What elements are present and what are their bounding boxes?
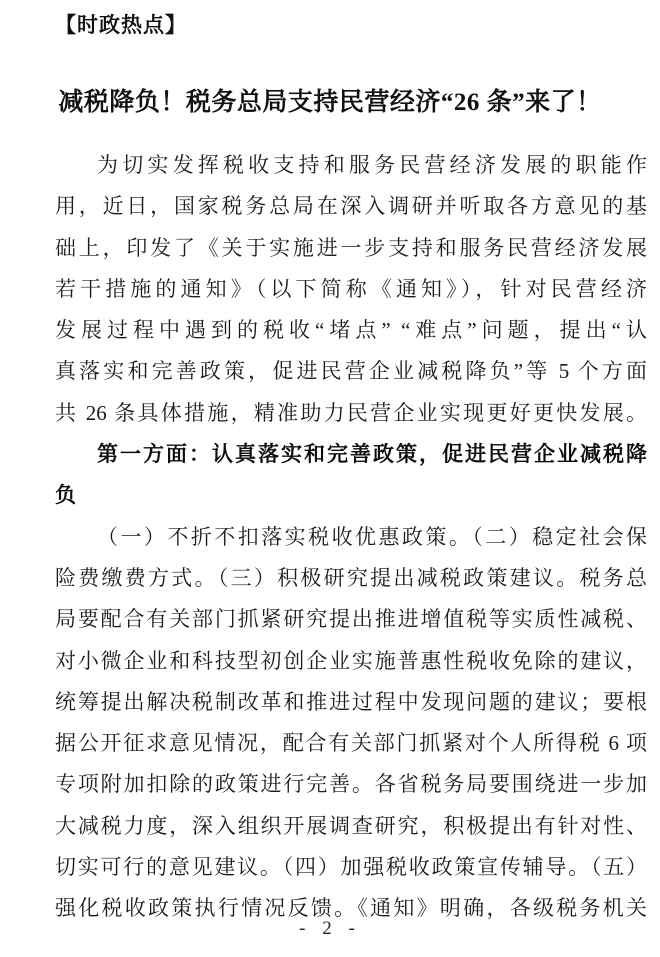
section-heading-line: 负 — [55, 483, 76, 508]
body-line: 若干措施的通知》（以下简称《通知》），针对民营经济 — [55, 276, 647, 301]
body-line: 发展过程中遇到的税收“堵点” “难点”问题，提出“认 — [55, 318, 647, 343]
body-line: 为切实发挥税收支持和服务民营经济发展的职能作 — [97, 153, 647, 177]
section-heading-line: 第一方面：认真落实和完善政策，促进民营企业减税降 — [97, 442, 647, 467]
body-line: 对小微企业和科技型初创企业实施普惠性税收免除的建议， — [55, 648, 647, 673]
body-line: 真落实和完善政策，促进民营企业减税降负”等 5 个方面 — [55, 359, 647, 384]
body-line: 础上，印发了《关于实施进一步支持和服务民营经济发展 — [55, 235, 647, 260]
body-line: 大减税力度，深入组织开展调查研究，积极提出有针对性、 — [55, 813, 647, 838]
body-line: 用，近日，国家税务总局在深入调研并听取各方意见的基 — [55, 194, 647, 219]
body-line: 强化税收政策执行情况反馈。《通知》明确，各级税务机关 — [55, 896, 647, 921]
body-line: （一）不折不扣落实税收优惠政策。（二）稳定社会保 — [97, 524, 647, 549]
body-line: 险费缴费方式。（三）积极研究提出减税政策建议。税务总 — [55, 565, 647, 590]
page-number: - 2 - — [299, 918, 361, 939]
body-line: 局要配合有关部门抓紧研究提出推进增值税等实质性减税、 — [55, 607, 647, 632]
body-line: 统筹提出解决税制改革和推进过程中发现问题的建议；要根 — [55, 689, 647, 714]
body-line: 共 26 条具体措施，精准助力民营企业实现更好更快发展。 — [55, 400, 647, 425]
body-line: 切实可行的意见建议。（四）加强税收政策宣传辅导。（五） — [55, 855, 647, 880]
body-line: 专项附加扣除的政策进行完善。各省税务局要围绕进一步加 — [55, 772, 647, 797]
body-line: 据公开征求意见情况，配合有关部门抓紧对个人所得税 6 项 — [55, 731, 647, 756]
article-body — [55, 145, 647, 930]
section-tag: 【时政热点】 — [55, 14, 187, 37]
article-title: 减税降负！税务总局支持民营经济“26 条”来了！ — [58, 89, 602, 116]
